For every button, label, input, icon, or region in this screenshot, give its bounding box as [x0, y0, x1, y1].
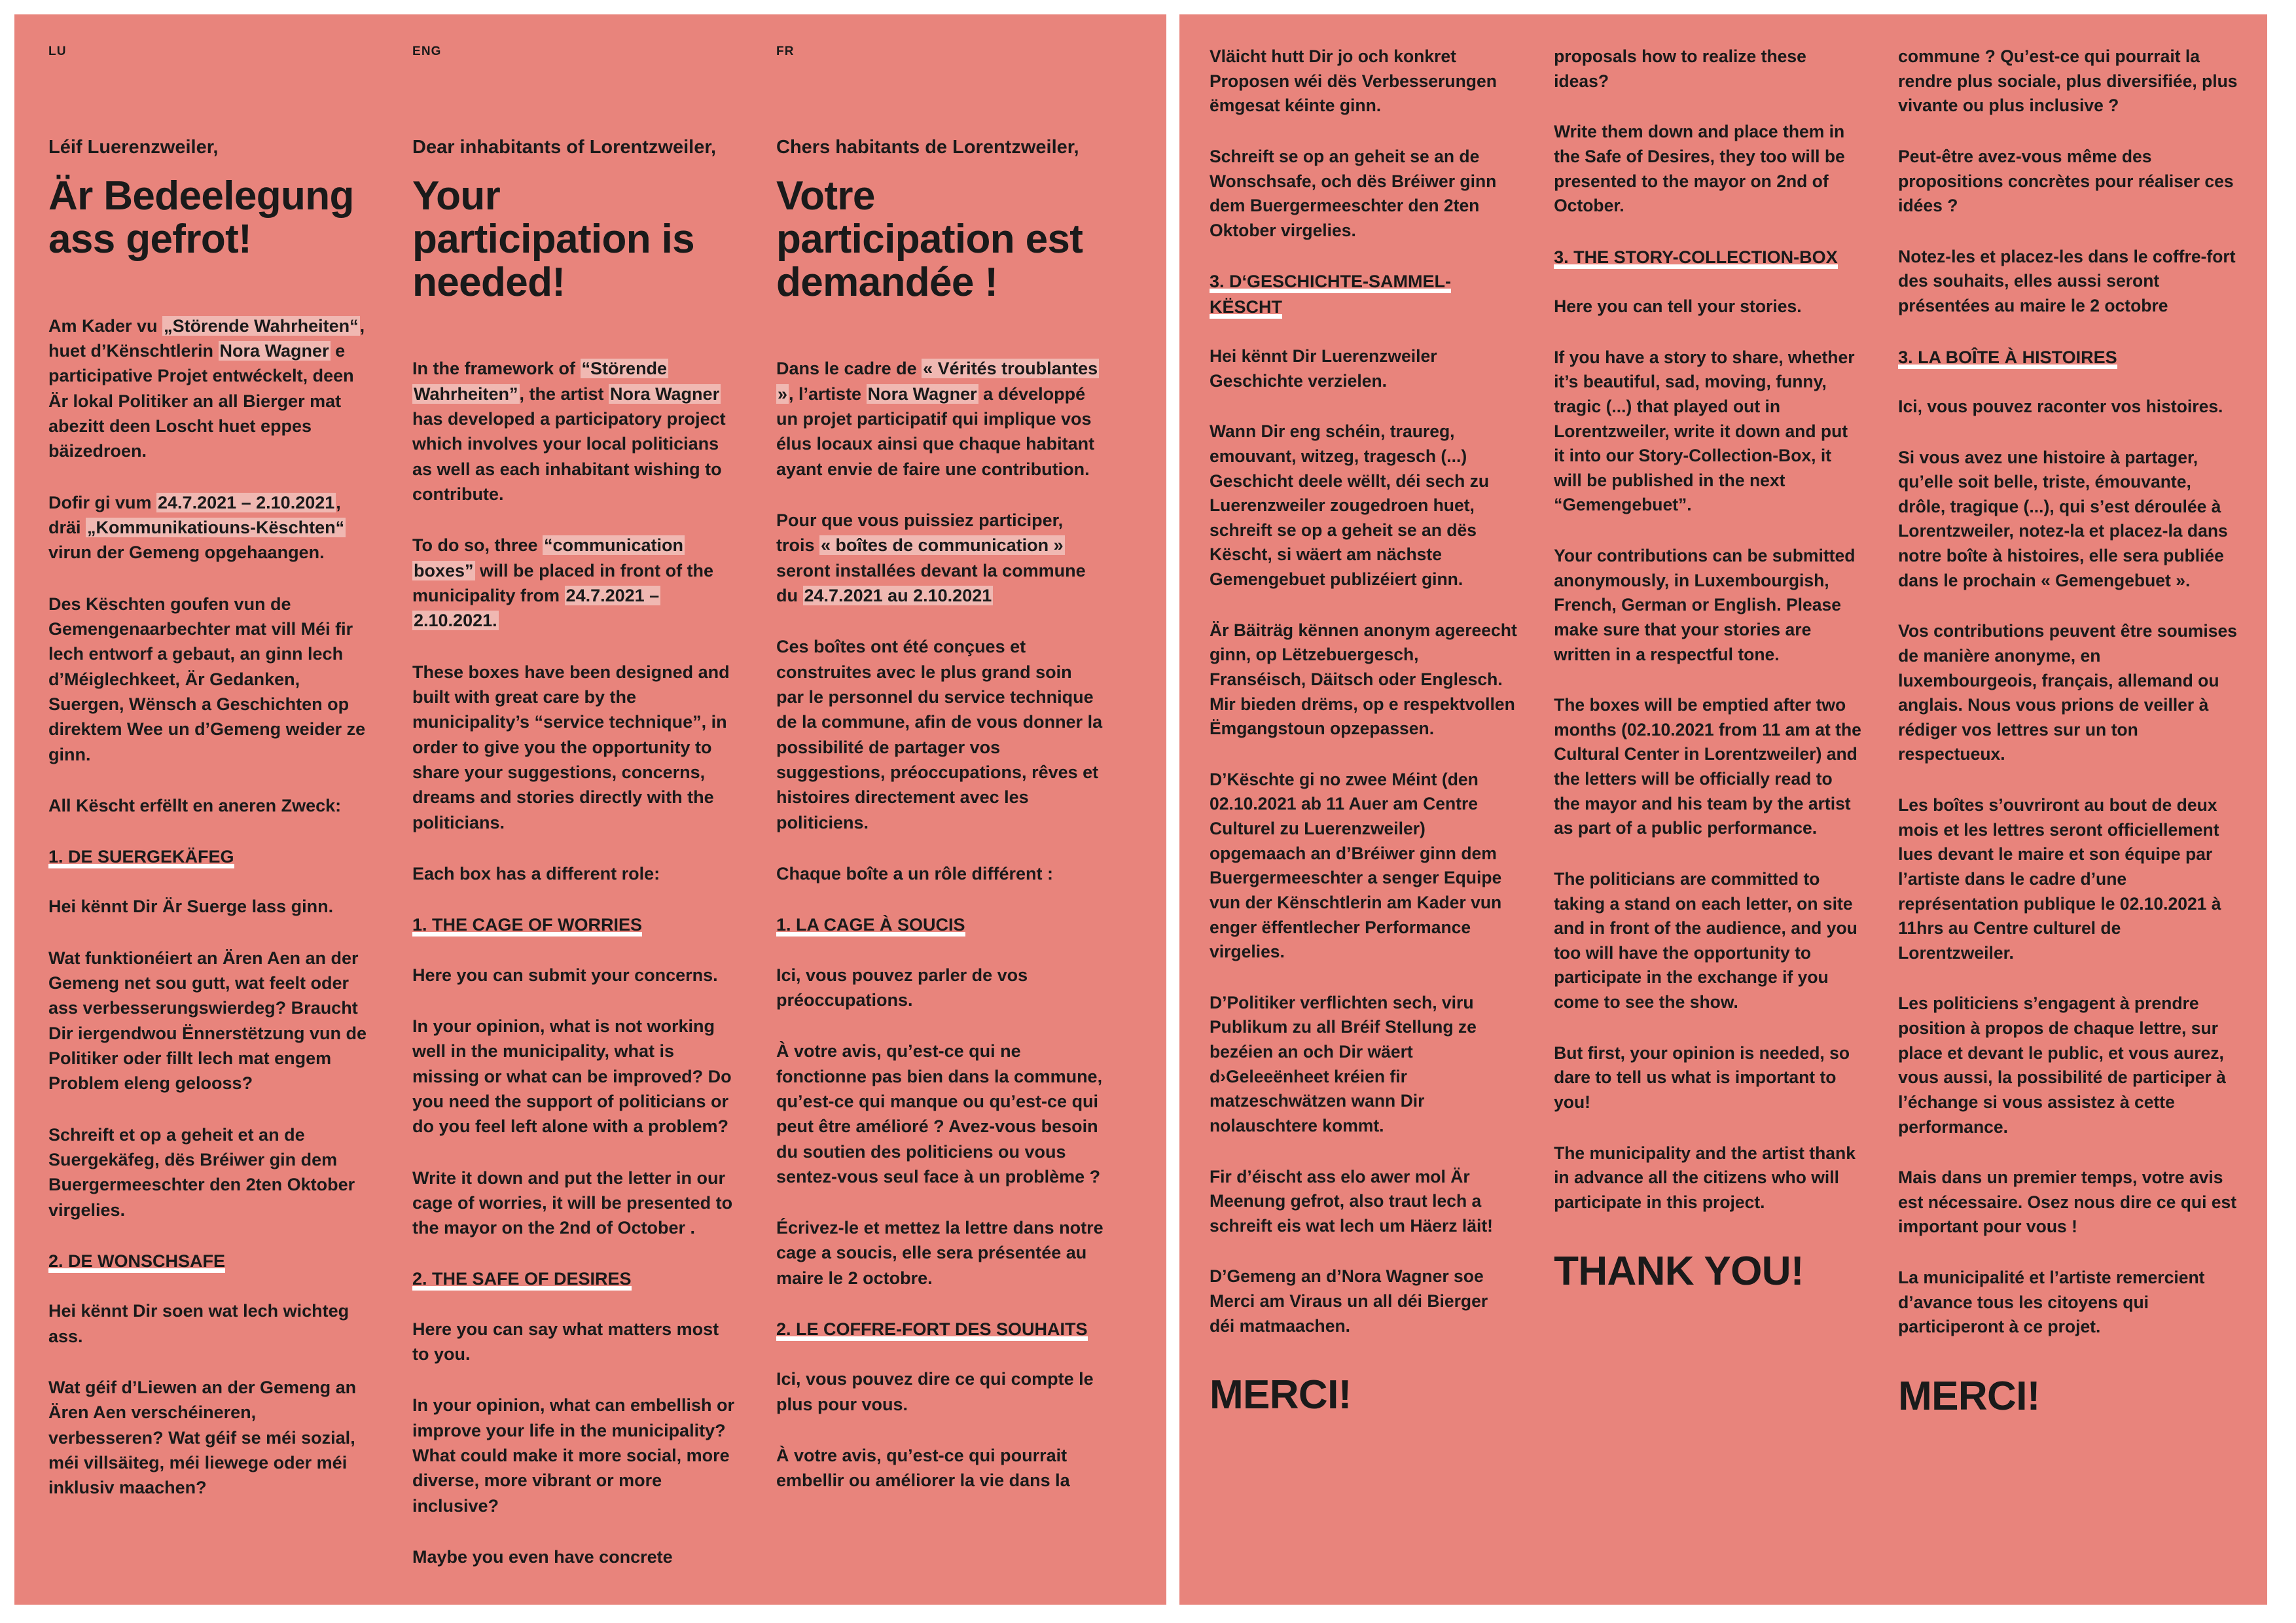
- paragraph-eng-c3: Here you can tell your stories.: [1554, 296, 1802, 317]
- section-heading-lu-3: 3. D‘GESCHICHTE-SAMMEL-KËSCHT: [1210, 269, 1517, 319]
- paragraph-fr-1: Dans le cadre de « Vérités troublantes », l’artiste Nora Wagner a développé un projet participatif qui implique vos élus locaux ainsi que chaque habitant ayant envie de faire une contribution.: [776, 359, 1098, 479]
- paragraph-fr-c3: Notez-les et placez-les dans le coffre-fort des souhaits, elles aussi seront présentées au maire le 2 octobre: [1898, 246, 2236, 315]
- paragraph-lu-9: Wat géif d’Liewen an der Gemeng an Ären Aen verschéineren, verbesseren? Wat géif se méi sozial, méi villsäiteg, méi liewege oder méi inklusiv maachen?: [48, 1378, 357, 1498]
- left-page-columns: [48, 45, 1140, 1605]
- paragraph-fr-c10: La municipalité et l’artiste remercient d’avance tous les citoyens qui participeront à ce projet.: [1898, 1268, 2205, 1337]
- column-eng: [412, 45, 776, 1605]
- column-lu-continued: [1210, 45, 1554, 1605]
- paragraph-fr-4: Chaque boîte a un rôle différent :: [776, 863, 1054, 883]
- paragraph-eng-4: Each box has a different role:: [412, 863, 660, 883]
- paragraph-lu-c2: Schreift se op an geheit se an de Wonschsafe, och dës Bréiwer ginn dem Buergermeeschter den 2ten Oktober virgelies.: [1210, 146, 1497, 240]
- paragraph-lu-c4: Wann Dir eng schéin, traureg, emouvant, witzeg, tragesch (...) Geschicht deele wëllt, déi sech zu Luerenzweiler zougedroen huet, schreift se op a geheit se an dës Këscht, si wäert am nächste Gemengebuet publizéiert ginn.: [1210, 421, 1490, 590]
- paragraph-eng-c4: If you have a story to share, whether it’s beautiful, sad, moving, funny, tragic (...) that played out in Lorentzweiler, write it down and put it into our Story-Collection-Box, it will be published in the next “Gemengebuet”.: [1554, 347, 1855, 515]
- paragraph-fr-3: Ces boîtes ont été conçues et construites avec le plus grand soin par le personnel du service technique de la commune, afin de vous donner la possibilité de partager vos suggestions, préoccupations, rêves et histoires directement avec les politiciens.: [776, 637, 1103, 832]
- paragraph-fr-5: Ici, vous pouvez parler de vos préoccupations.: [776, 965, 1028, 1010]
- paragraph-eng-c8: But first, your opinion is needed, so dare to tell us what is important to you!: [1554, 1043, 1850, 1112]
- column-lu: [48, 45, 412, 1605]
- headline-eng: Your participation is needed!: [412, 173, 695, 305]
- paragraph-lu-c7: D’Politiker verflichten sech, viru Publikum zu all Bréif Stellung ze bezéien an och Dir wäert d›Geleeënheet kréien fir matzeschwätzen wann Dir nolauschtere kommt.: [1210, 992, 1477, 1135]
- language-tag-eng: ENG: [412, 45, 442, 58]
- column-eng-continued: [1554, 45, 1898, 1605]
- salutation-lu: Léif Luerenzweiler,: [48, 137, 219, 158]
- right-page-columns: [1210, 45, 2241, 1605]
- paragraph-lu-c8: Fir d’éischt ass elo awer mol Är Meenung gefrot, also traut lech a schreift eis wat lech um Häerz läit!: [1210, 1166, 1493, 1236]
- paragraph-lu-6: Wat funktionéiert an Ären Aen an der Gemeng net sou gutt, wat feelt oder ass verbesserungswierdeg? Braucht Dir iergendwou Ënnerstëtzung vun de Politiker oder fillt lech mat engem Problem eleng gelooss?: [48, 948, 367, 1094]
- paragraph-fr-c9: Mais dans un premier temps, votre avis est nécessaire. Osez nous dire ce qui est important pour vous !: [1898, 1168, 2237, 1237]
- paragraph-lu-2: Dofir gi vum 24.7.2021 – 2.10.2021, dräi „Kommunikatiouns-Këschten“ virun der Gemeng opgehaangen.: [48, 492, 345, 563]
- paragraph-fr-2: Pour que vous puissiez participer, trois « boîtes de communication » seront installées devant la commune du 24.7.2021 au 2.10.2021: [776, 510, 1086, 605]
- paragraph-eng-9: In your opinion, what can embellish or improve your life in the municipality? What could make it more social, more diverse, more vibrant or more inclusive?: [412, 1395, 735, 1516]
- paragraph-eng-c7: The politicians are committed to taking a stand on each letter, on site and in front of the audience, and you too will have the opportunity to participate in the exchange if you come to see the show.: [1554, 868, 1857, 1012]
- paragraph-lu-4: All Këscht erfëllt en aneren Zweck:: [48, 795, 342, 815]
- paragraph-fr-6: À votre avis, qu’est-ce qui ne fonctionne pas bien dans la commune, qu’est-ce qui manque ou qu’est-ce qui peut être amélioré ? Avez-vous besoin du soutien des politiciens ou vous sentez-vous seul face à un problème ?: [776, 1041, 1103, 1186]
- column-fr-continued: [1898, 45, 2241, 1605]
- paragraph-eng-6: In your opinion, what is not working well in the municipality, what is missing or what can be improved? Do you need the support of politicians or do you feel left alone with a problem?: [412, 1016, 732, 1137]
- paragraph-eng-1: In the framework of “Störende Wahrheiten”, the artist Nora Wagner has developed a participatory project which involves your local politicians as well as each inhabitant wishing to contribute.: [412, 359, 726, 504]
- section-heading-fr-3: 3. LA BOÎTE À HISTOIRES: [1898, 345, 2241, 370]
- paragraph-eng-3: These boxes have been designed and built with great care by the municipality’s “service technique”, in order to give you the opportunity to share your suggestions, concerns, dreams and stories directly with the politicians.: [412, 662, 730, 832]
- paragraph-lu-c9: D’Gemeng an d’Nora Wagner soe Merci am Viraus un all déi Bierger déi matmaachen.: [1210, 1266, 1488, 1336]
- paragraph-lu-c5: Är Bäiträg kënnen anonym agereecht ginn, op Lëtzebuergesch, Franséisch, Däitsch oder Englesch. Mir bieden drëms, op e respektvollen Ëmgangstoun opzepassen.: [1210, 620, 1517, 739]
- section-heading-eng-3: 3. THE STORY-COLLECTION-BOX: [1554, 245, 1861, 270]
- paragraph-lu-8: Hei kënnt Dir soen wat lech wichteg ass.: [48, 1301, 350, 1346]
- paragraph-eng-c9: The municipality and the artist thank in advance all the citizens who will participate in this project.: [1554, 1143, 1856, 1212]
- paragraph-fr-c8: Les politiciens s’engagent à prendre position à propos de chaque lettre, sur place et devant le public, et vous aurez, vous aussi, la possibilité de participer à l’échange si vous assistez à cette performance.: [1898, 993, 2226, 1137]
- right-page: [1179, 14, 2267, 1605]
- paragraph-fr-c7: Les boîtes s’ouvriront au bout de deux mois et les lettres seront officiellement lues devant le maire et son équipe par l’artiste dans le cadre d’une représentation publique le 02.10.2021 à 11hrs au Centre culturel de Lorentzweiler.: [1898, 795, 2221, 963]
- paragraph-fr-c1: commune ? Qu’est-ce qui pourrait la rendre plus sociale, plus diversifiée, plus vivante ou plus inclusive ?: [1898, 46, 2238, 116]
- thanks-lu: MERCI!: [1210, 1372, 1352, 1418]
- paragraph-lu-c1: Vläicht hutt Dir jo och konkret Proposen wéi dës Verbesserungen ëmgesat kéinte ginn.: [1210, 46, 1497, 116]
- section-heading-eng-1: 1. THE CAGE OF WORRIES: [412, 912, 740, 937]
- language-tag-lu: LU: [48, 45, 67, 58]
- paragraph-lu-1: Am Kader vu „Störende Wahrheiten“, huet d’Kënschtlerin Nora Wagner e participative Projet entwéckelt, deen Är lokal Politiker an all Bierger mat abezitt deen Loscht huet eppes bäizedroen.: [48, 315, 365, 461]
- paragraph-fr-c5: Si vous avez une histoire à partager, qu’elle soit belle, triste, émouvante, drôle, tragique (...), qui s’est déroulée à Lorentzweiler, notez-la et placez-la dans notre boîte à histoires, elle sera publiée dans le prochain « Gemengebuet ».: [1898, 447, 2228, 590]
- paragraph-lu-3: Des Këschten goufen vun de Gemengenaarbechter mat vill Méi fir lech entworf a gebaut, an ginn lech d’Méiglechkeet, Är Gedanken, Suergen, Wënsch a Geschichten op direktem Wee un d’Gemeng weider ze ginn.: [48, 594, 366, 764]
- paragraph-lu-c6: D’Këschte gi no zwee Méint (den 02.10.2021 ab 11 Auer am Centre Culturel zu Luerenzweiler) opgemaach an d’Bréiwer ginn dem Buergermeeschter a senger Equipe vun der Kënschtlerin am Kader vun enger ëffentlecher Performance virgelies.: [1210, 769, 1502, 962]
- paragraph-eng-c5: Your contributions can be submitted anonymously, in Luxembourgish, French, German or English. Please make sure that your stories are written in a respectful tone.: [1554, 546, 1856, 664]
- headline-fr: Votre participation est demandée !: [776, 173, 1083, 305]
- paragraph-fr-c6: Vos contributions peuvent être soumises de manière anonyme, en luxembourgeois, français, allemand ou anglais. Nous vous prions de veiller à rédiger vos lettres sur un ton respectueux.: [1898, 621, 2237, 764]
- salutation-eng: Dear inhabitants of Lorentzweiler,: [412, 137, 717, 158]
- paragraph-lu-5: Hei kënnt Dir Är Suerge lass ginn.: [48, 897, 334, 917]
- thanks-fr: MERCI!: [1898, 1373, 2040, 1419]
- left-page: [14, 14, 1166, 1605]
- section-heading-fr-2: 2. LE COFFRE-FORT DES SOUHAITS: [776, 1317, 1103, 1342]
- paragraph-eng-c6: The boxes will be emptied after two months (02.10.2021 from 11 am at the Cultural Center in Lorentzweiler) and the letters will be officially read to the mayor and his team by the artist as part of a public performance.: [1554, 695, 1861, 838]
- paragraph-lu-c3: Hei kënnt Dir Luerenzweiler Geschichte verzielen.: [1210, 346, 1437, 391]
- paragraph-eng-10: Maybe you even have concrete: [412, 1547, 673, 1567]
- paragraph-eng-c2: Write them down and place them in the Safe of Desires, they too will be presented to the mayor on 2nd of October.: [1554, 122, 1845, 216]
- section-heading-fr-1: 1. LA CAGE À SOUCIS: [776, 912, 1103, 937]
- headline-lu: Är Bedeelegung ass gefrot!: [48, 173, 354, 262]
- paragraph-eng-5: Here you can submit your concerns.: [412, 965, 718, 985]
- paragraph-eng-8: Here you can say what matters most to you.: [412, 1319, 719, 1364]
- section-heading-lu-1: 1. DE SUERGEKÄFEG: [48, 844, 376, 869]
- paragraph-fr-7: Écrivez-le et mettez la lettre dans notre cage a soucis, elle sera présentée au maire le 2 octobre.: [776, 1218, 1103, 1288]
- paragraph-fr-c4: Ici, vous pouvez raconter vos histoires.: [1898, 396, 2223, 416]
- thanks-eng: THANK YOU!: [1554, 1249, 1804, 1294]
- paragraph-eng-c1: proposals how to realize these ideas?: [1554, 46, 1806, 91]
- column-fr: [776, 45, 1140, 1605]
- paragraph-fr-c2: Peut-être avez-vous même des propositions concrètes pour réaliser ces idées ?: [1898, 146, 2234, 216]
- paragraph-fr-8: Ici, vous pouvez dire ce qui compte le plus pour vous.: [776, 1369, 1094, 1414]
- paragraph-lu-7: Schreift et op a geheit et an de Suergekäfeg, dës Bréiwer gin dem Buergermeeschter den 2ten Oktober virgelies.: [48, 1124, 355, 1220]
- language-tag-fr: FR: [776, 45, 795, 58]
- section-heading-eng-2: 2. THE SAFE OF DESIRES: [412, 1266, 740, 1291]
- section-heading-lu-2: 2. DE WONSCHSAFE: [48, 1249, 376, 1274]
- salutation-fr: Chers habitants de Lorentzweiler,: [776, 137, 1079, 158]
- paragraph-eng-2: To do so, three “communication boxes” will be placed in front of the municipality from 24.7.2021 – 2.10.2021.: [412, 535, 714, 631]
- paragraph-eng-7: Write it down and put the letter in our cage of worries, it will be presented to the mayor on the 2nd of October .: [412, 1168, 733, 1238]
- paragraph-fr-9: À votre avis, qu’est-ce qui pourrait embellir ou améliorer la vie dans la: [776, 1446, 1070, 1491]
